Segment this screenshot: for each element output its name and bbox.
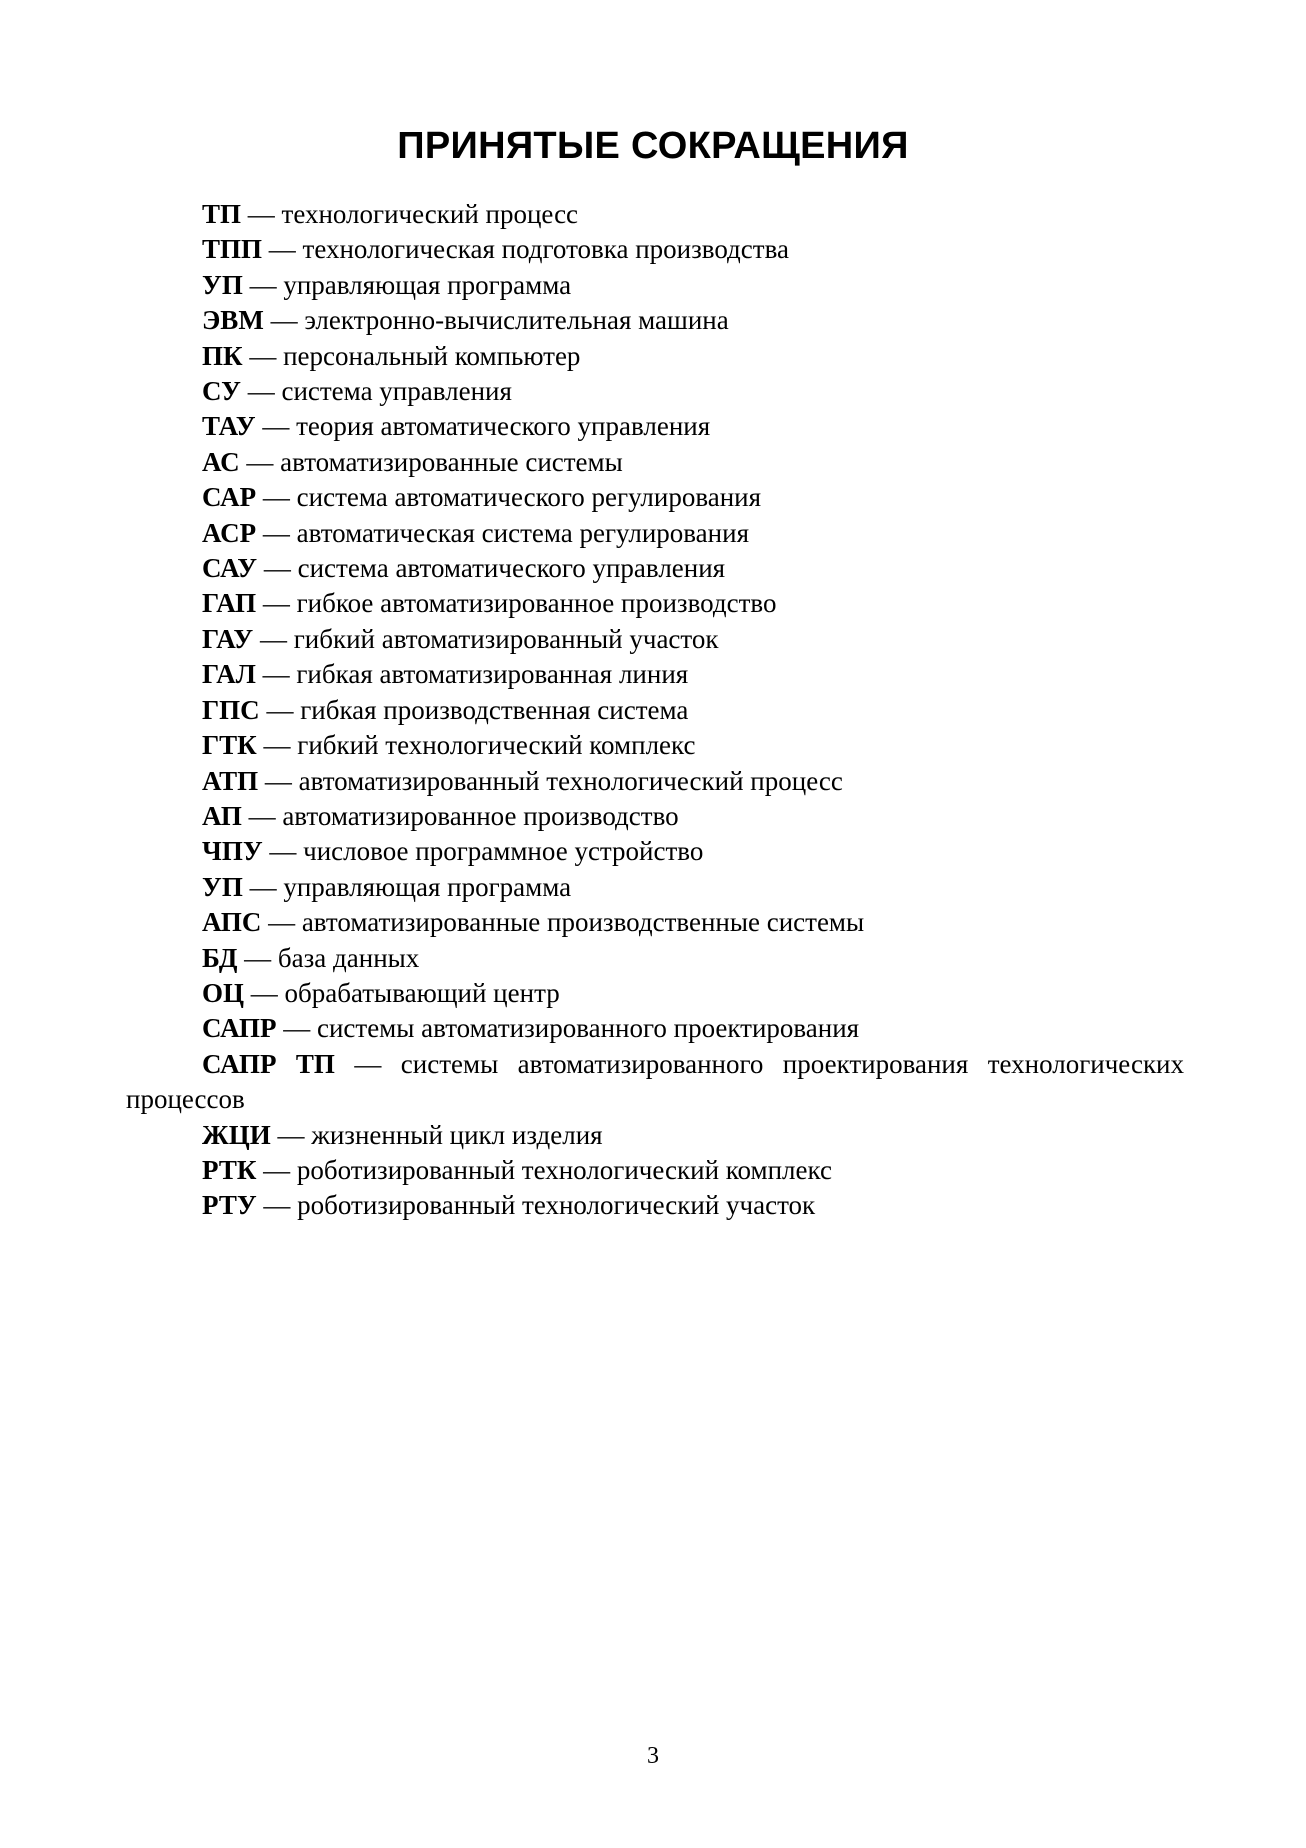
abbreviation-definition: управляющая программа [283,871,572,902]
abbreviation-term: ОЦ [202,977,245,1008]
abbreviation-definition: автоматическая система регулирования [296,517,749,548]
abbreviation-definition: система автоматического управления [297,553,726,584]
separator: — [237,942,278,973]
abbreviation-definition: гибкое автоматизированное производство [296,588,777,619]
abbreviation-definition: гибкая автоматизированная линия [296,659,689,690]
list-item [126,799,1184,834]
abbreviation-term: АТП [202,765,259,796]
list-item [126,693,1184,728]
abbreviation-definition: теория автоматического управления [296,411,711,442]
abbreviation-definition: гибкая производственная система [300,694,689,725]
page-number: 3 [647,1743,659,1769]
list-item [126,232,1184,267]
abbreviation-definition: роботизированный технологический комплекс [296,1154,832,1185]
abbreviation-term: ЖЦИ [202,1119,271,1150]
separator: — [255,411,297,442]
separator: — [241,800,283,831]
abbreviation-definition: автоматизированные производственные системы [301,907,865,938]
separator: — [255,659,297,690]
list-item [126,976,1184,1011]
list-item [126,1011,1184,1046]
abbreviation-term: САПР ТП [202,1048,335,1079]
abbreviation-term: ГТК [202,730,257,761]
abbreviation-term: УП [202,269,243,300]
separator: — [256,1190,298,1221]
abbreviation-term: АПС [202,907,262,938]
list-item [126,268,1184,303]
separator: — [259,694,301,725]
abbreviation-definition: автоматизированный технологический процесс [298,765,843,796]
separator: — [242,871,284,902]
abbreviation-term: ГАЛ [202,659,256,690]
list-item [126,516,1184,551]
separator: — [242,340,284,371]
separator: — [239,446,281,477]
abbreviation-definition: управляющая программа [283,269,572,300]
list-item [126,197,1184,232]
list-item [126,622,1184,657]
abbreviation-term: РТК [202,1154,257,1185]
list-item [126,1153,1184,1188]
separator: — [253,623,294,654]
separator: — [263,305,305,336]
list-item [126,764,1184,799]
separator: — [258,765,299,796]
abbreviation-definition: система управления [281,376,512,407]
separator: — [241,199,282,229]
abbreviation-term: ЭВМ [202,305,264,336]
list-item [126,445,1184,480]
abbreviation-term: ГАУ [202,623,254,654]
abbreviation-term: ГАП [202,588,257,619]
abbreviation-term: УП [202,871,243,902]
list-item [126,905,1184,940]
list-item [126,834,1184,869]
abbreviation-definition: роботизированный технологический участок [297,1190,816,1221]
separator: — [256,1154,297,1185]
abbreviation-definition: технологическая подготовка производства [302,234,789,265]
list-item [126,339,1184,374]
abbreviation-definition: обрабатывающий центр [284,977,560,1008]
abbreviation-definition: персональный компьютер [283,340,581,371]
abbreviation-term: ТПП [202,234,263,265]
list-item [126,1047,1184,1118]
abbreviation-definition: гибкий автоматизированный участок [293,623,719,654]
separator: — [270,1119,312,1150]
abbreviation-definition: система автоматического регулирования [296,482,762,513]
list-item [126,941,1184,976]
abbreviation-definition: системы автоматизированного проектирования технологических процессов [126,1048,1185,1115]
abbreviation-definition: числовое программное устройство [303,836,704,867]
abbreviation-term: САУ [202,553,258,584]
separator: — [256,730,298,761]
abbreviation-definition: жизненный цикл изделия [311,1119,603,1150]
abbreviation-definition: база данных [277,942,420,973]
abbreviation-term: АП [202,800,242,831]
list-item [126,409,1184,444]
separator: — [262,836,304,867]
list-item [126,480,1184,515]
abbreviation-definition: системы автоматизированного проектирования [316,1013,860,1044]
abbreviation-definition: электронно-вычислительная машина [304,305,729,336]
list-item [126,374,1184,409]
separator: — [276,1013,317,1044]
abbreviation-term: ТАУ [202,411,256,442]
abbreviation-list [126,197,1184,1224]
page-title: ПРИНЯТЫЕ СОКРАЩЕНИЯ [397,125,909,167]
separator: — [256,517,297,548]
list-item [126,657,1184,692]
separator: — [334,1048,401,1079]
list-item [126,586,1184,621]
separator: — [257,553,298,584]
separator: — [242,269,284,300]
list-item [126,870,1184,905]
abbreviation-term: ПК [202,340,243,371]
separator: — [262,234,303,265]
list-item [126,1188,1184,1223]
abbreviation-term: СУ [202,376,241,407]
abbreviation-term: РТУ [202,1190,257,1221]
abbreviation-term: ГПС [202,694,260,725]
abbreviation-term: АС [202,446,240,477]
abbreviation-term: БД [202,942,238,973]
abbreviation-term: САР [202,482,257,513]
separator: — [256,588,297,619]
list-item [126,728,1184,763]
abbreviation-term: АСР [202,517,257,548]
list-item [126,1118,1184,1153]
list-item [126,303,1184,338]
separator: — [256,482,297,513]
abbreviation-definition: автоматизированные системы [280,446,623,477]
abbreviation-definition: гибкий технологический комплекс [297,730,696,761]
separator: — [244,977,285,1008]
abbreviation-term: ТП [202,199,242,229]
separator: — [240,376,282,407]
abbreviation-definition: автоматизированное производство [282,800,679,831]
abbreviation-definition: технологический процесс [281,199,579,229]
abbreviation-term: ЧПУ [202,836,263,867]
list-item [126,551,1184,586]
abbreviation-term: САПР [202,1013,277,1044]
separator: — [261,907,302,938]
